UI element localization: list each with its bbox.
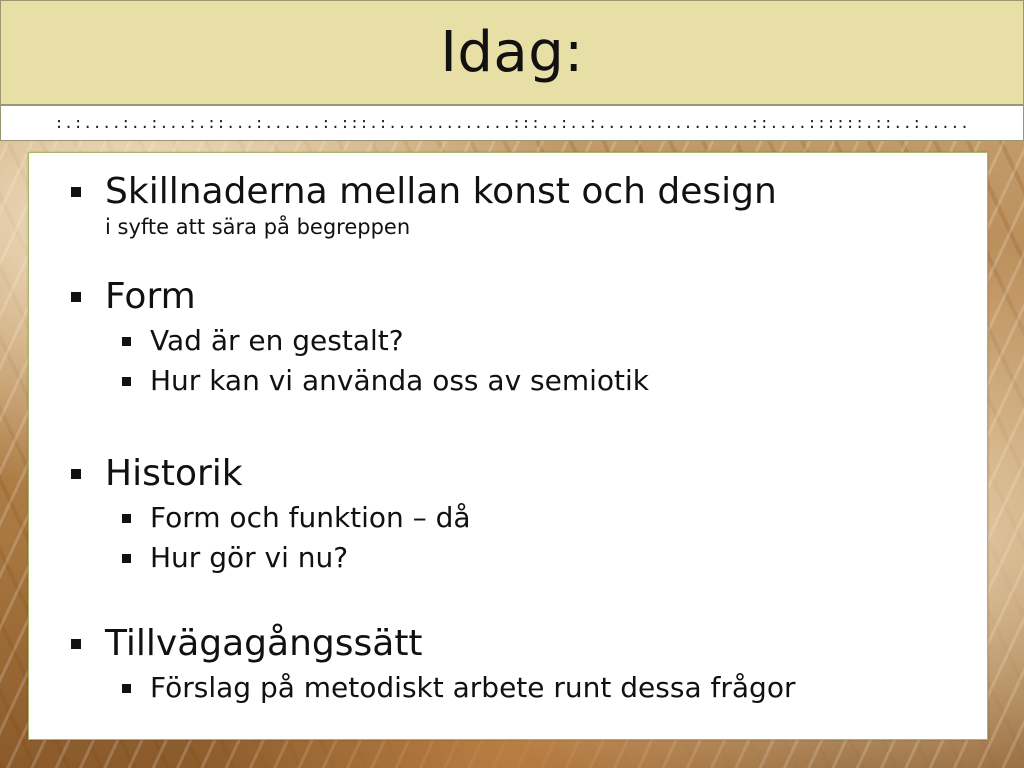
sub-bullet-label: Hur gör vi nu? [150,541,349,574]
square-bullet-icon [122,337,131,346]
bullet-label: Form [105,276,196,317]
square-bullet-icon [71,639,81,649]
slide-title: Idag: [440,20,584,85]
sub-bullet-label: Förslag på metodiskt arbete runt dessa frågor [150,671,796,704]
square-bullet-icon [122,554,131,563]
dots-line: :.:....:..:...:.::...:......:.:::.:.............:::..:..:................::....::::::.::..:..... [54,114,970,132]
square-bullet-icon [71,292,81,302]
bullet-label: Skillnaderna mellan konst och design [105,171,777,212]
sub-bullet-label: Vad är en gestalt? [150,324,404,357]
slide-title-bar [0,0,1024,105]
square-bullet-icon [122,377,131,386]
sub-bullet-label: Form och funktion – då [150,501,471,534]
square-bullet-icon [71,469,81,479]
sub-bullet-label: Hur kan vi använda oss av semiotik [150,364,650,397]
decorative-dots-strip [0,105,1024,141]
square-bullet-icon [122,684,131,693]
content-box [28,152,988,740]
bullet-note: i syfte att sära på begreppen [105,215,411,239]
bullet-label: Historik [105,453,243,494]
square-bullet-icon [122,514,131,523]
bullet-label: Tillvägagångssätt [105,623,423,664]
square-bullet-icon [71,187,81,197]
